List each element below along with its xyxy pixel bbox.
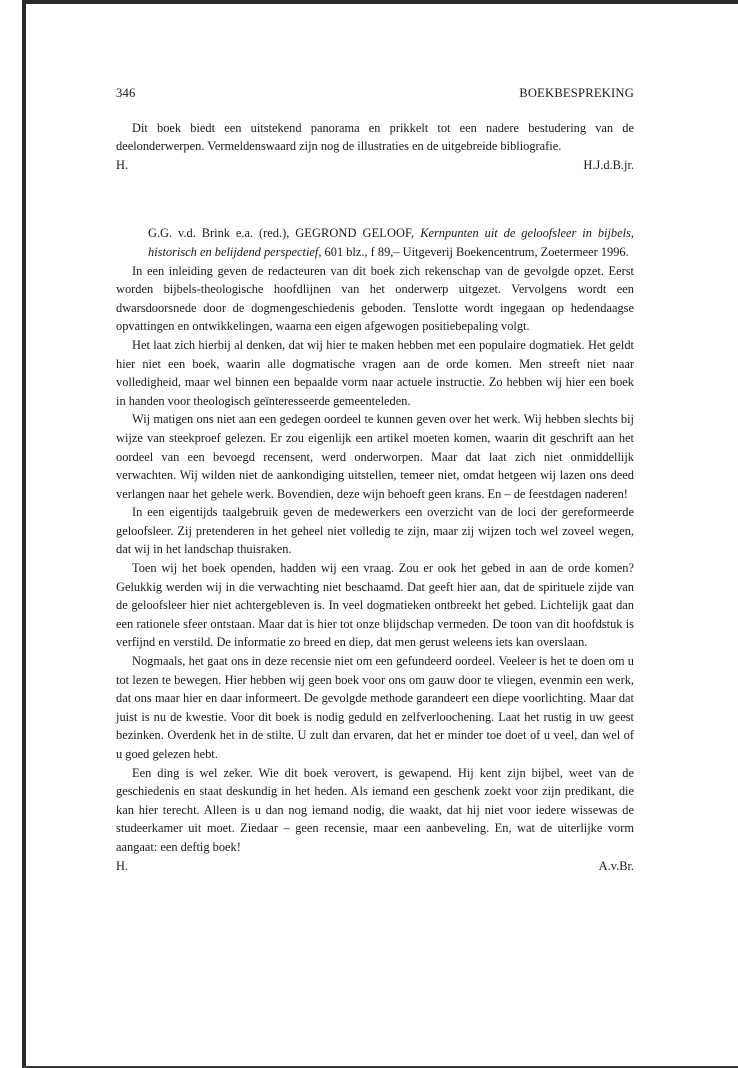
scan-edge-top (22, 0, 738, 4)
citation-details: 601 blz., f 89,– Uitgeverij Boekencentrum, Zoetermeer 1996. (324, 244, 629, 259)
review2-signoff (116, 857, 634, 876)
citation-subtitle: Kernpunten uit de geloofsleer in bijbels, historisch en belijdend perspectief, (148, 226, 634, 259)
review2-paragraph-5: Toen wij het boek openden, hadden wij een vraag. Zou er ook het gebed in aan de orde komen? Gelukkig werden wij in die verwachting niet beschaamd. Dat geeft hier aan, dat de spirituele zijde van de geloofsleer hier niet achtergebleven is. In veel dogmatieken ontbreekt het gebed. Lichtelijk gaat dan een rationele sfeer ontstaan. Maar dat is hier tot onze blijdschap vermeden. De toon van dit hoofdstuk is verfijnd en verstild. De informatie zo breed en diep, dat men gerust weleens iets kan overslaan. (116, 561, 634, 650)
review2-paragraph-6: Nogmaals, het gaat ons in deze recensie niet om een gefundeerd oordeel. Veeleer is het te doen om u tot lezen te bewegen. Hier hebben wij geen boek voor ons om gauw door te vliegen, evenmin een werk, dat ons maar hier en daar informeert. De gevolgde methode garandeert een diepe voorlichting. Maar dat juist is nu de kwestie. Voor dit boek is nodig geduld en zelfverloochening. Laat het rustig in uw geest bezinken. Overdenk het in de stilte. U zult dan ervaren, dat het er minder toe doet of u veel, dan wel of u goed gelezen hebt. (116, 654, 634, 761)
review2-paragraph-2: Het laat zich hierbij al denken, dat wij hier te maken hebben met een populaire dogmatiek. Het geldt hier niet een boek, waarin alle dogmatische vragen aan de orde komen. Men streeft niet naar volledigheid, maar wel binnen een bepaalde vorm naar actuele instructie. Zo hebben wij hier een boek in handen voor theologisch geïnteresseerde gemeenteleden. (116, 337, 634, 408)
page-number: 346 (116, 86, 136, 100)
scan-edge-left (22, 0, 26, 1068)
review2-paragraph-4: In een eigentijds taalgebruik geven de medewerkers een overzicht van de loci der gereformeerde geloofsleer. Zij pretenderen in het geheel niet volledig te zijn, maar zij wijzen toch wel zoveel wegen, dat wij in het landschap thuisraken. (116, 505, 634, 557)
section-title: BOEKBESPREKING (519, 86, 634, 100)
review1-closing-paragraph: Dit boek biedt een uitstekend panorama en prikkelt tot een nadere bestudering van de deelonderwerpen. Vermeldenswaard zijn nog de illustraties en de uitgebreide bibliografie. (116, 120, 634, 154)
citation-authors: G.G. v.d. Brink e.a. (red.), (148, 226, 290, 241)
review2-initial: H. (116, 858, 129, 873)
review2-paragraph-7: Een ding is wel zeker. Wie dit boek verovert, is gewapend. Hij kent zijn bijbel, weet van de geschiedenis en staat deskundig in het heden. Als iemand een geschenk zoekt voor zijn predikant, die kan hier terecht. Alleen is u dan nog iemand nodig, die waakt, dat hij niet voor iedere wissewas de studeerkamer uit moet. Ziedaar – geen recensie, maar een aanbeveling. En, wat de uiterlijke vorm aangaat: een deftig boek! (116, 765, 634, 854)
running-head (116, 84, 634, 103)
review1-signoff (116, 156, 634, 175)
citation-title: GEGROND GELOOF, (295, 226, 415, 241)
review2-signature: A.v.Br. (598, 858, 634, 873)
review2-paragraph-3: Wij matigen ons niet aan een gedegen oordeel te kunnen geven over het werk. Wij hebben slechts bij wijze van steekproef gelezen. Er zou eigenlijk een artikel moeten komen, waarin dit geschrift aan het oordeel van een bevoegd recensent, werd onderworpen. Maar dat laat zich niet onmiddellijk verwachten. Wij wilden niet de aankondiging uitstellen, temeer niet, omdat hetgeen wij lazen ons deed verlangen naar het gehele werk. Bovendien, deze wijn behoeft geen krans. En – de feestdagen naderen! (116, 412, 634, 501)
review1-initial: H. (116, 157, 129, 172)
review2-paragraph-1: In een inleiding geven de redacteuren van dit boek zich rekenschap van de gevolgde opzet. Eerst worden bijbels-theologische hoofdlijnen van het onderwerp uitgezet. Vervolgens wordt een dwarsdoorsnede door de dogmengeschiedenis geboden. Tenslotte wordt ingegaan op hedendaagse opvattingen en ontwikkelingen, waarna een eigen afgewogen positiebepaling volgt. (116, 263, 634, 334)
section-gap (116, 174, 634, 224)
page-body (116, 84, 634, 875)
book-citation (148, 224, 634, 261)
review1-signature: H.J.d.B.jr. (583, 157, 634, 172)
